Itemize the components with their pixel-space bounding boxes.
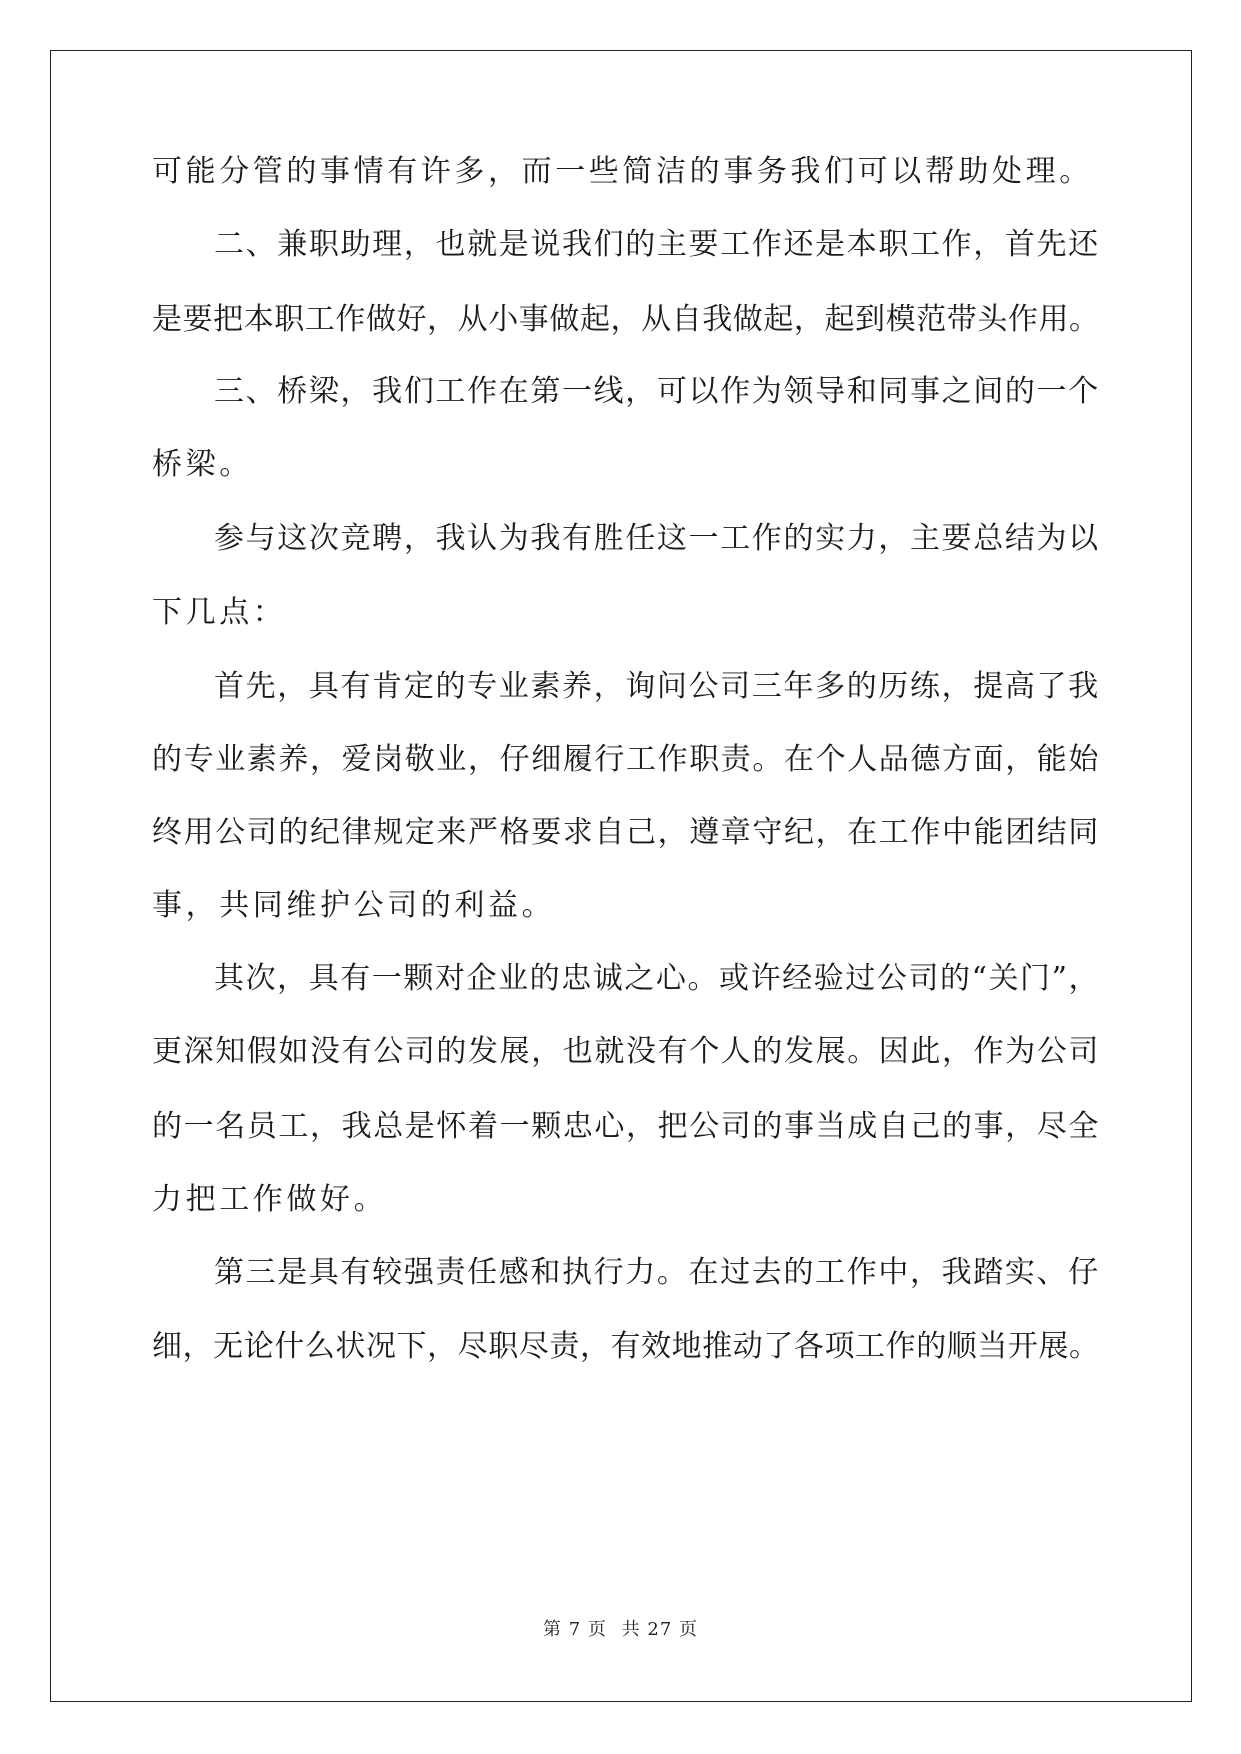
text-line: 事，共同维护公司的利益。 — [152, 888, 556, 923]
text-line: 的一名员工，我总是怀着一颗忠心，把公司的事当成自己的事，尽全 — [152, 1109, 1100, 1144]
text-line: 的专业素养，爱岗敬业，仔细履行工作职责。在个人品德方面，能始 — [152, 742, 1100, 777]
text-line: 三、桥梁，我们工作在第一线，可以作为领导和同事之间的一个 — [214, 374, 1100, 409]
text-line: 力把工作做好。 — [152, 1182, 388, 1217]
page-number: 第 7 页 — [543, 1619, 607, 1640]
page-footer — [0, 1615, 1241, 1641]
text-line: 二、兼职助理，也就是说我们的主要工作还是本职工作，首先还 — [214, 227, 1100, 262]
text-line: 首先，具有肯定的专业素养，询问公司三年多的历练，提高了我 — [214, 669, 1100, 704]
page-border — [50, 50, 1192, 1702]
page-total: 共 27 页 — [621, 1619, 698, 1640]
text-line: 第三是具有较强责任感和执行力。在过去的工作中，我踏实、仔 — [214, 1255, 1100, 1290]
text-line: 细，无论什么状况下，尽职尽责，有效地推动了各项工作的顺当开展。 — [152, 1329, 1100, 1364]
text-line: 是要把本职工作做好，从小事做起，从自我做起，起到模范带头作用。 — [152, 302, 1100, 337]
text-line: 下几点： — [152, 595, 287, 630]
text-line: 更深知假如没有公司的发展，也就没有个人的发展。因此，作为公司 — [152, 1034, 1100, 1069]
text-line: 其次，具有一颗对企业的忠诚之心。或许经验过公司的“关门”， — [214, 961, 1101, 996]
text-line: 可能分管的事情有许多，而一些简洁的事务我们可以帮助处理。 — [152, 154, 1093, 189]
text-line: 参与这次竞聘，我认为我有胜任这一工作的实力，主要总结为以 — [214, 521, 1100, 556]
text-line: 终用公司的纪律规定来严格要求自己，遵章守纪，在工作中能团结同 — [152, 815, 1100, 850]
text-line: 桥梁。 — [152, 447, 253, 482]
